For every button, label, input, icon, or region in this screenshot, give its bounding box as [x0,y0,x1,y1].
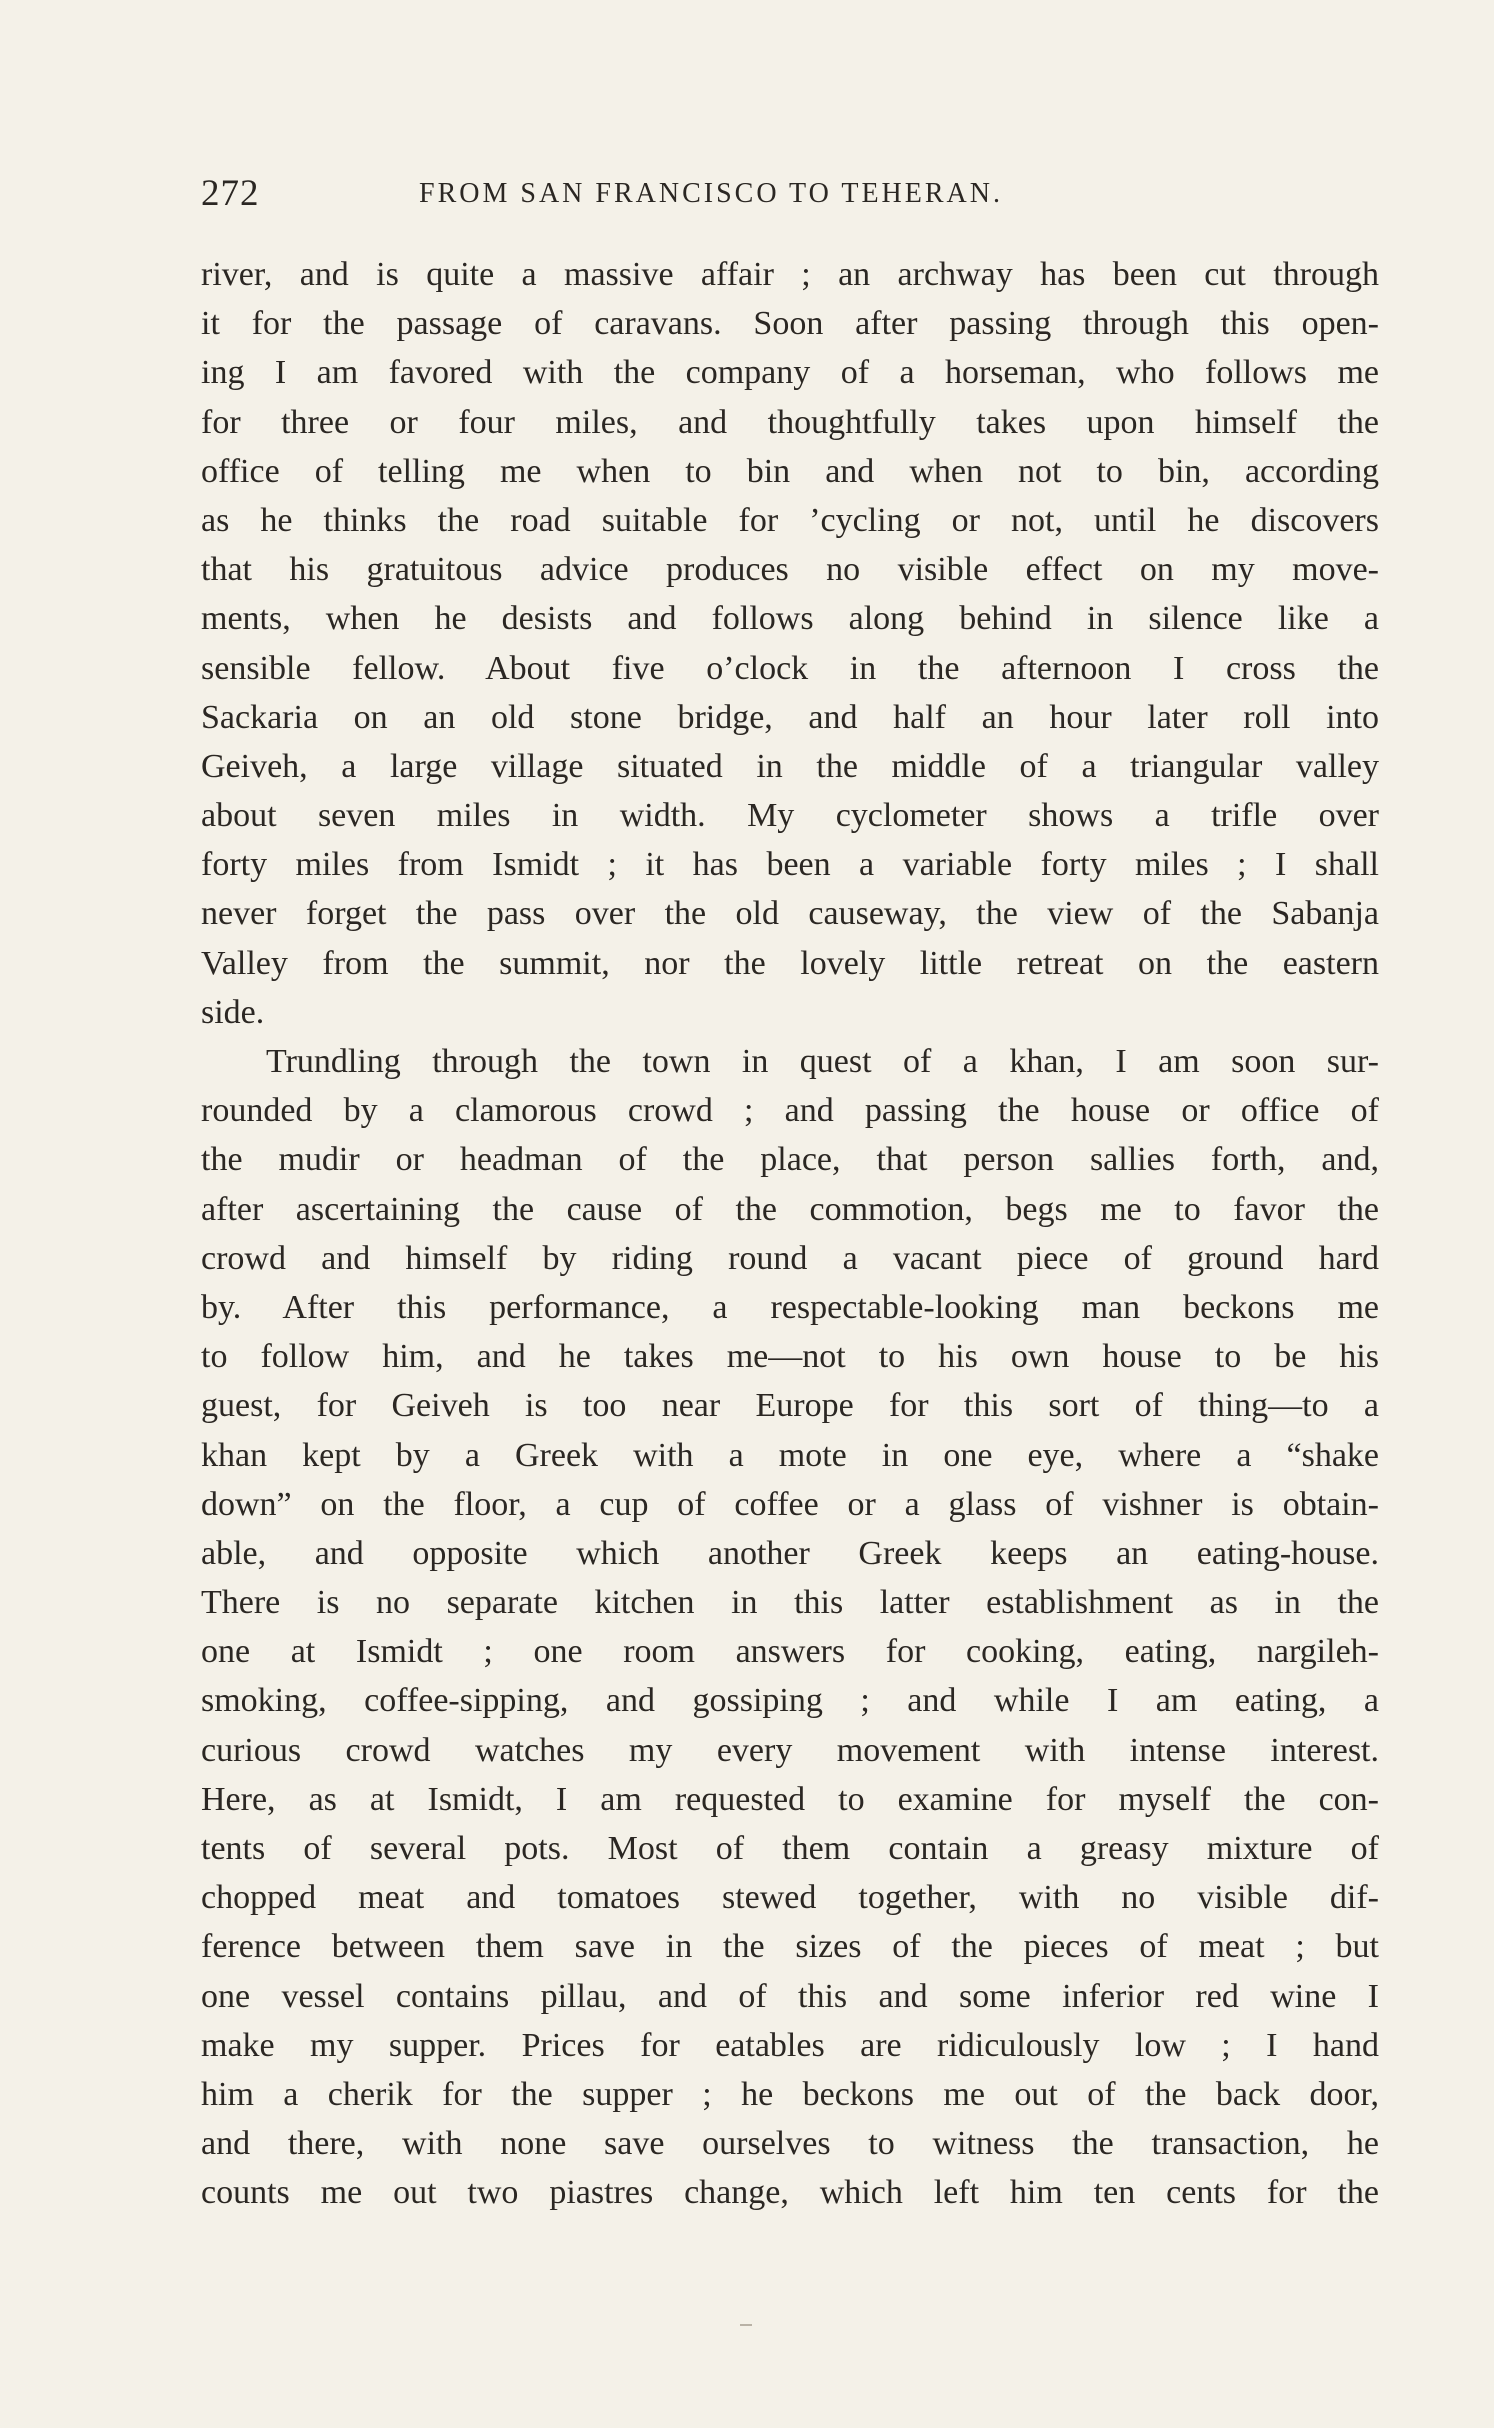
text-line: forty miles from Ismidt ; it has been a variable forty miles ; I shall [201,846,1379,884]
text-line: counts me out two piastres change, which left him ten cents for the [201,2174,1379,2212]
text-line: one vessel contains pillau, and of this and some inferior red wine I [201,1977,1379,2015]
text-line: There is no separate kitchen in this latter establishment as in the [201,1584,1379,1622]
text-line: Here, as at Ismidt, I am requested to examine for myself the con- [201,1780,1379,1818]
text-line: chopped meat and tomatoes stewed together, with no visible dif- [201,1879,1379,1917]
text-line: and there, with none save ourselves to witness the transaction, he [201,2125,1379,2163]
text-line: the mudir or headman of the place, that person sallies forth, and, [201,1141,1379,1179]
text-line: Geiveh, a large village situated in the middle of a triangular valley [201,747,1379,785]
text-line: curious crowd watches my every movement with intense interest. [201,1731,1379,1769]
paragraph-start-line: Trundling through the town in quest of a khan, I am soon sur- [266,1043,1379,1080]
text-line: rounded by a clamorous crowd ; and passing the house or office of [201,1092,1379,1130]
text-line: him a cherik for the supper ; he beckons me out of the back door, [201,2075,1379,2113]
text-line: one at Ismidt ; one room answers for cooking, eating, nargileh- [201,1633,1379,1671]
footer-dash-mark [740,2324,752,2326]
running-title: FROM SAN FRANCISCO TO TEHERAN. [419,178,1003,209]
text-line: ments, when he desists and follows along behind in silence like a [201,600,1379,638]
text-line: Valley from the summit, nor the lovely little retreat on the eastern [201,944,1379,982]
text-line: crowd and himself by riding round a vacant piece of ground hard [201,1239,1379,1277]
text-line: make my supper. Prices for eatables are ridiculously low ; I hand [201,2026,1379,2064]
text-line: able, and opposite which another Greek keeps an eating-house. [201,1534,1379,1572]
text-line: never forget the pass over the old causeway, the view of the Sabanja [201,895,1379,933]
text-line: as he thinks the road suitable for ’cycling or not, until he discovers [201,501,1379,539]
text-line: smoking, coffee-sipping, and gossiping ; and while I am eating, a [201,1682,1379,1720]
text-line: sensible fellow. About five o’clock in the afternoon I cross the [201,649,1379,687]
text-line: to follow him, and he takes me—not to his own house to be his [201,1338,1379,1376]
text-line: for three or four miles, and thoughtfully takes upon himself the [201,403,1379,441]
text-line: down” on the floor, a cup of coffee or a glass of vishner is obtain- [201,1485,1379,1523]
text-line: office of telling me when to bin and when not to bin, according [201,452,1379,490]
text-line: guest, for Geiveh is too near Europe for this sort of thing—to a [201,1387,1379,1425]
text-line: it for the passage of caravans. Soon after passing through this open- [201,305,1379,343]
text-line: ference between them save in the sizes of the pieces of meat ; but [201,1928,1379,1966]
text-line: Sackaria on an old stone bridge, and half an hour later roll into [201,698,1379,736]
text-line: khan kept by a Greek with a mote in one eye, where a “shake [201,1436,1379,1474]
page-number: 272 [201,173,260,214]
text-line: river, and is quite a massive affair ; an archway has been cut through [201,256,1379,293]
text-line: about seven miles in width. My cyclometer shows a trifle over [201,797,1379,835]
text-line: tents of several pots. Most of them contain a greasy mixture of [201,1830,1379,1867]
text-line: ing I am favored with the company of a horseman, who follows me [201,354,1379,392]
text-line: after ascertaining the cause of the commotion, begs me to favor the [201,1190,1379,1228]
page-header [201,172,1381,222]
body-text [201,250,1379,2218]
text-line: side. [201,993,265,1031]
text-line: that his gratuitous advice produces no visible effect on my move- [201,551,1379,589]
text-line: by. After this performance, a respectable-looking man beckons me [201,1288,1379,1326]
